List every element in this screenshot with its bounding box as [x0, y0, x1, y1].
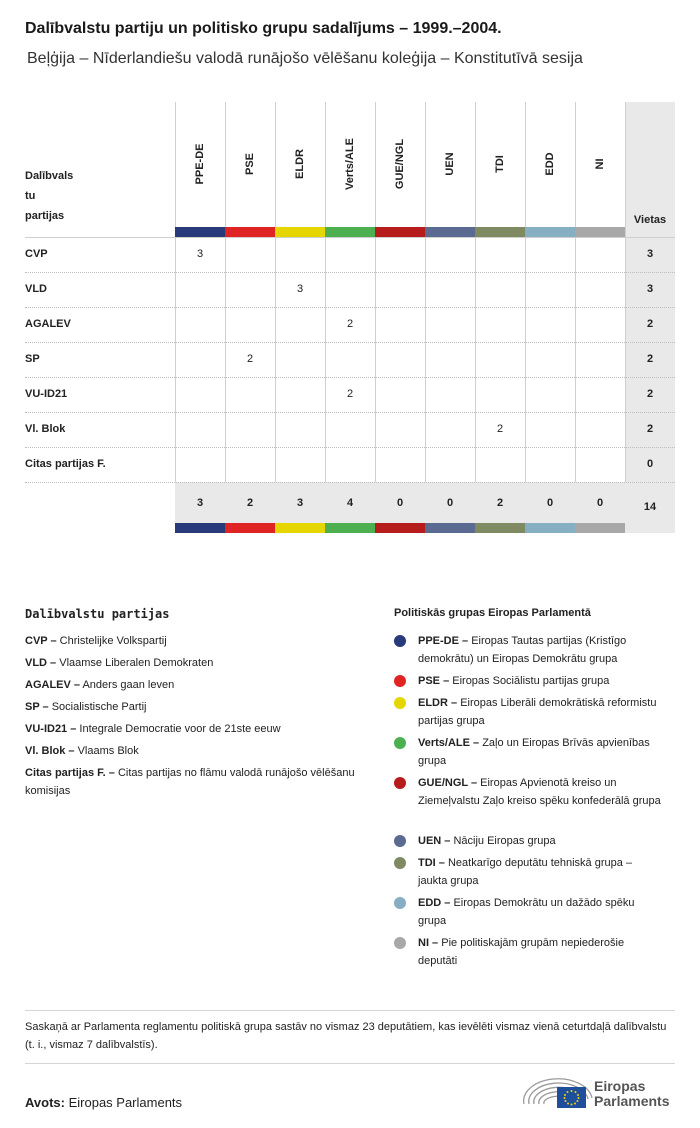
- row-divider: [25, 377, 675, 378]
- group-color-dot: [394, 635, 406, 647]
- row-divider: [25, 342, 675, 343]
- page-title: Dalībvalstu partiju un politisko grupu sadalījums – 1999.–2004.: [25, 20, 502, 37]
- group-color-bar: [475, 227, 525, 237]
- group-total: 0: [546, 497, 554, 509]
- group-color-bar: [325, 523, 375, 533]
- group-total: 4: [346, 497, 354, 509]
- party-legend-text: Christelijke Volkspartij: [59, 635, 167, 647]
- group-legend-item: [418, 632, 663, 668]
- party-legend-text: Anders gaan leven: [82, 679, 175, 691]
- group-header-label: GUE/NGL: [394, 138, 406, 190]
- row-seats: 3: [646, 248, 654, 260]
- group-legend-abbr: EDD –: [418, 897, 451, 909]
- table-cell: 2: [346, 388, 354, 400]
- party-legend-item: [25, 632, 355, 650]
- divider: [25, 1010, 675, 1011]
- row-header: [25, 166, 95, 226]
- group-legend-text: Eiropas Liberāli demokrātiskā reformistu partijas grupa: [418, 697, 657, 727]
- group-legend-item: [418, 832, 663, 850]
- group-header-label: NI: [594, 158, 606, 170]
- group-total: 0: [396, 497, 404, 509]
- party-row-label: CVP: [25, 248, 48, 260]
- group-color-bar: [575, 227, 625, 237]
- group-header: [225, 102, 275, 227]
- group-total: 0: [596, 497, 604, 509]
- row-seats: 2: [646, 318, 654, 330]
- group-header-label: PSE: [244, 152, 256, 176]
- group-legend-abbr: TDI –: [418, 857, 445, 869]
- party-legend-abbr: AGALEV –: [25, 679, 81, 691]
- party-legend-text: Vlaamse Liberalen Demokraten: [59, 657, 214, 669]
- party-legend-abbr: SP –: [25, 701, 49, 713]
- row-seats: 3: [646, 283, 654, 295]
- group-color-bar: [275, 523, 325, 533]
- party-legend-abbr: VU-ID21 –: [25, 723, 77, 735]
- group-legend-abbr: UEN –: [418, 835, 451, 847]
- group-legend-item: [418, 672, 663, 690]
- group-color-dot: [394, 857, 406, 869]
- group-legend-item: [418, 894, 663, 930]
- table-cell: 2: [246, 353, 254, 365]
- row-divider: [25, 272, 675, 273]
- group-color-bar: [225, 227, 275, 237]
- distribution-table: [25, 102, 675, 533]
- group-header: [575, 102, 625, 227]
- group-header-label: PPE-DE: [194, 143, 206, 185]
- group-legend-text: Neatkarīgo deputātu tehniskā grupa – jaukta grupa: [418, 857, 633, 887]
- party-legend-text: Integrale Democratie voor de 21ste eeuw: [79, 723, 281, 735]
- group-legend-item: [418, 854, 663, 890]
- group-color-bar: [375, 523, 425, 533]
- row-seats: 0: [646, 458, 654, 470]
- party-legend-text: Vlaams Blok: [77, 745, 139, 757]
- group-color-dot: [394, 737, 406, 749]
- party-row-label: VU-ID21: [25, 388, 68, 400]
- group-total: 3: [196, 497, 204, 509]
- group-color-dot: [394, 835, 406, 847]
- party-legend-item: [25, 764, 355, 800]
- group-header: [275, 102, 325, 227]
- group-color-bar: [175, 227, 225, 237]
- group-total: 0: [446, 497, 454, 509]
- row-header-line: Dalībvals: [25, 170, 74, 182]
- group-legend-item: [418, 734, 663, 770]
- group-legend-abbr: ELDR –: [418, 697, 458, 709]
- source: [25, 1095, 182, 1110]
- group-header: [175, 102, 225, 227]
- table-cell: 2: [346, 318, 354, 330]
- group-color-bar: [525, 523, 575, 533]
- group-legend-text: Eiropas Demokrātu un dažādo spēku grupa: [418, 897, 635, 927]
- group-header-label: Verts/ALE: [344, 138, 356, 190]
- group-legend-text: Eiropas Tautas partijas (Kristīgo demokrātu) un Eiropas Demokrātu grupa: [418, 635, 627, 665]
- party-legend-item: [25, 720, 355, 738]
- row-seats: 2: [646, 423, 654, 435]
- group-legend-abbr: Verts/ALE –: [418, 737, 480, 749]
- party-legend-item: [25, 654, 355, 672]
- row-divider: [25, 447, 675, 448]
- group-legend-item: [418, 934, 663, 970]
- group-total: 2: [496, 497, 504, 509]
- group-color-bar: [375, 227, 425, 237]
- row-seats: 2: [646, 388, 654, 400]
- row-divider: [25, 482, 675, 483]
- logo-line: Eiropas: [594, 1078, 646, 1094]
- group-legend-abbr: PSE –: [418, 675, 450, 687]
- group-color-dot: [394, 897, 406, 909]
- table-cell: 2: [496, 423, 504, 435]
- group-legend-abbr: NI –: [418, 937, 439, 949]
- group-header: [425, 102, 475, 227]
- party-legend-item: [25, 742, 355, 760]
- group-legend-abbr: PPE-DE –: [418, 635, 469, 647]
- party-legend-abbr: CVP –: [25, 635, 57, 647]
- group-header: [325, 102, 375, 227]
- group-color-dot: [394, 697, 406, 709]
- group-header-label: ELDR: [294, 149, 306, 179]
- group-legend-abbr: GUE/NGL –: [418, 777, 478, 789]
- group-header: [375, 102, 425, 227]
- group-color-bar: [225, 523, 275, 533]
- group-color-bar: [175, 523, 225, 533]
- row-header-line: tu: [25, 190, 36, 202]
- group-color-dot: [394, 937, 406, 949]
- party-legend-abbr: VLD –: [25, 657, 57, 669]
- group-header-label: EDD: [544, 152, 556, 176]
- party-row-label: Vl. Blok: [25, 423, 66, 435]
- row-divider: [25, 307, 675, 308]
- group-legend-text: Eiropas Apvienotā kreiso un Ziemeļvalstu Zaļo kreiso spēku konfederālā grupa: [418, 777, 661, 807]
- total-seats: 14: [643, 501, 657, 513]
- group-color-bar: [425, 523, 475, 533]
- group-legend-text: Pie politiskajām grupām nepiederošie deputāti: [418, 937, 625, 967]
- party-legend-item: [25, 698, 355, 716]
- source-label: Avots:: [25, 1095, 65, 1110]
- row-header-line: partijas: [25, 210, 65, 222]
- header-divider: [25, 237, 675, 238]
- party-legend-text: Socialistische Partij: [51, 701, 147, 713]
- page-subtitle: Beļģija – Nīderlandiešu valodā runājošo vēlēšanu koleģija – Konstitutīvā sesija: [27, 50, 583, 67]
- group-legend-text: Eiropas Sociālistu partijas grupa: [452, 675, 610, 687]
- divider: [25, 1063, 675, 1064]
- parties-legend-title: Dalībvalstu partijas: [25, 607, 170, 621]
- group-legend-text: Nāciju Eiropas grupa: [453, 835, 556, 847]
- group-header: [475, 102, 525, 227]
- group-color-bar: [575, 523, 625, 533]
- party-row-label: SP: [25, 353, 40, 365]
- group-color-dot: [394, 675, 406, 687]
- party-row-label: Citas partijas F.: [25, 458, 106, 470]
- party-legend-text: Citas partijas no flāmu valodā runājošo vēlēšanu komisijas: [25, 767, 355, 797]
- logo-text: [594, 1079, 669, 1109]
- group-total: 2: [246, 497, 254, 509]
- group-color-bar: [525, 227, 575, 237]
- group-color-bar: [325, 227, 375, 237]
- group-color-bar: [275, 227, 325, 237]
- party-row-label: VLD: [25, 283, 47, 295]
- group-total: 3: [296, 497, 304, 509]
- party-legend-item: [25, 676, 355, 694]
- group-header-label: UEN: [444, 152, 456, 176]
- group-color-bar: [425, 227, 475, 237]
- row-divider: [25, 412, 675, 413]
- group-legend-item: [418, 694, 663, 730]
- table-cell: 3: [196, 248, 204, 260]
- seats-header: Vietas: [633, 214, 667, 226]
- group-header-label: TDI: [494, 155, 506, 173]
- footnote: Saskaņā ar Parlamenta reglamentu politiskā grupa sastāv no vismaz 23 deputātiem, kas ievēlēti vismaz vienā ceturtdaļā dalībvalstu (t. i., vismaz 7 dalībvalstīs).: [25, 1021, 667, 1051]
- groups-legend-title: Politiskās grupas Eiropas Parlamentā: [394, 607, 591, 619]
- group-color-bar: [475, 523, 525, 533]
- logo-line: Parlaments: [594, 1093, 670, 1109]
- group-legend-item: [418, 774, 663, 810]
- group-header: [525, 102, 575, 227]
- table-cell: 3: [296, 283, 304, 295]
- source-text: Eiropas Parlaments: [68, 1095, 183, 1110]
- party-legend-abbr: Citas partijas F. –: [25, 767, 115, 779]
- group-legend-text: Zaļo un Eiropas Brīvās apvienības grupa: [418, 737, 650, 767]
- group-color-dot: [394, 777, 406, 789]
- row-seats: 2: [646, 353, 654, 365]
- party-row-label: AGALEV: [25, 318, 71, 330]
- party-legend-abbr: Vl. Blok –: [25, 745, 75, 757]
